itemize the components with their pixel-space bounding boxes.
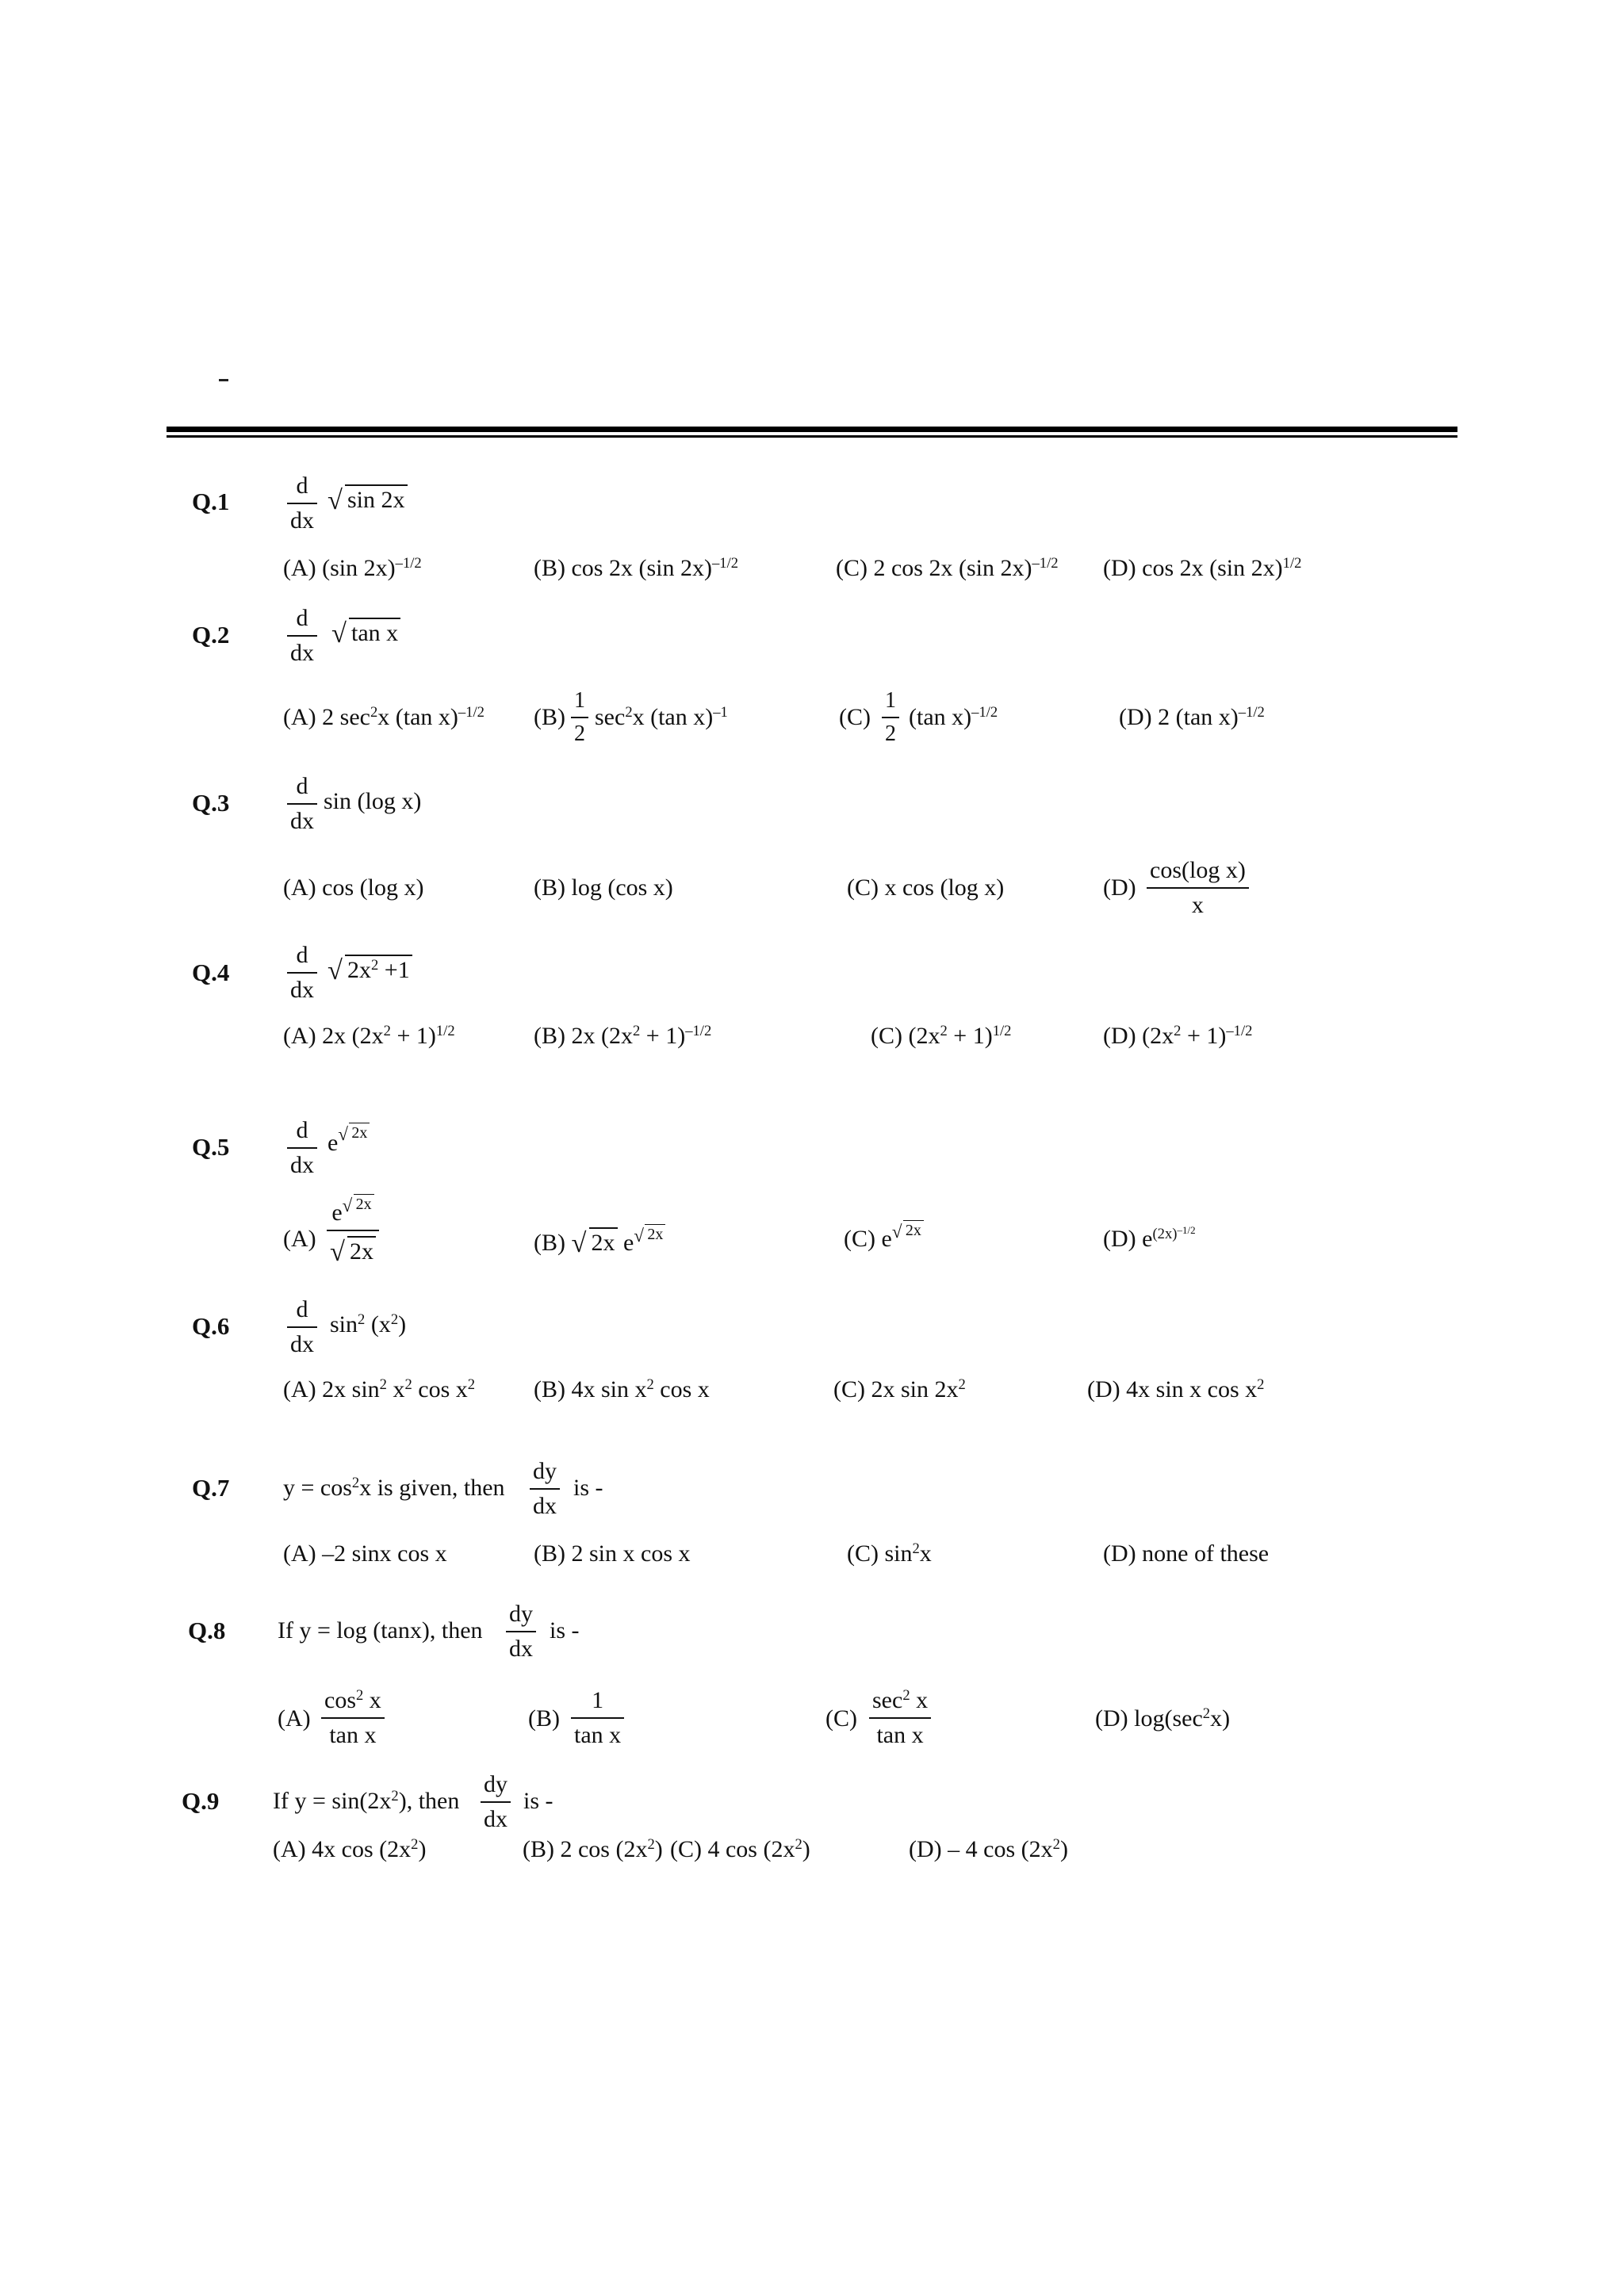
question-number: Q.7 (192, 1474, 230, 1502)
derivative-fraction: dy dx (481, 1773, 511, 1831)
question-text: If $y = \sin(2x^2)$, then (273, 1787, 460, 1814)
option-a[interactable]: (A) 4x $\cos (2x^2)$ (273, 1835, 427, 1862)
option-b-fraction: 1 tan x (571, 1689, 624, 1747)
derivative-operator: d dx (287, 474, 317, 533)
option-a[interactable]: (A) 2x $(2x^2 + 1)^{1/2}$ (283, 1022, 455, 1049)
option-b[interactable]: (B) (534, 704, 565, 730)
question-expression: √ sin 2x (327, 484, 408, 513)
question-expression: $\sin^2 (x^2)$ (330, 1311, 407, 1337)
option-d[interactable]: (D) 2 (tan x)$^{-1/2}$ (1119, 703, 1265, 730)
option-b[interactable]: (B) cos 2x (sin 2x)$^{-1/2}$ (534, 554, 739, 581)
option-a[interactable]: (A) 2 $\sec^2x$ (tan x)$^{-1/2}$ (283, 703, 485, 730)
option-b[interactable]: (B) 2 $\cos (2x^2)$ (523, 1835, 663, 1862)
option-d[interactable]: (D) 4x sin x $\cos x^2$ (1087, 1376, 1265, 1402)
question-tail: is - (523, 1788, 553, 1814)
option-a-fraction: $\cos^2 x$ tan x (321, 1689, 385, 1747)
option-c[interactable]: (C) $(2x^2 + 1)^{1/2}$ (871, 1022, 1012, 1049)
question-text: If y = log (tanx), then (278, 1617, 483, 1644)
option-d[interactable]: (D) cos 2x (sin 2x)$^{1/2}$ (1103, 554, 1302, 581)
option-a[interactable]: (A) (278, 1705, 311, 1732)
option-c-expression: (tan x)$^{-1/2}$ (909, 703, 998, 730)
option-d-fraction: cos(log x) x (1147, 859, 1249, 917)
question-expression: √ $2x^2 +1$ (327, 955, 412, 983)
option-d[interactable]: (D) (1103, 874, 1136, 901)
option-a[interactable]: (A) cos (log x) (283, 874, 424, 901)
option-a-fraction: e $^{√ 2x}$ √ 2x (327, 1201, 379, 1265)
option-a[interactable]: (A) –2 sinx cos x (283, 1540, 447, 1567)
option-c[interactable]: (C) $\sin^2x$ (847, 1540, 932, 1567)
question-number: Q.8 (188, 1617, 226, 1644)
derivative-operator: d dx (287, 943, 317, 1002)
option-b[interactable]: (B) log (cos x) (534, 874, 673, 901)
option-d[interactable]: (D) – 4 $\cos (2x^2)$ (909, 1835, 1068, 1862)
option-c[interactable]: (C) 2x $\sin 2x^2$ (833, 1376, 966, 1402)
option-b-expression: $\sec^2x$ (tan x)$^{-1}$ (595, 703, 728, 730)
derivative-fraction: dy dx (530, 1460, 560, 1518)
question-text: $y = \cos^2x$ is given, then (283, 1474, 505, 1501)
option-b[interactable]: (B) 2 sin x cos x (534, 1540, 691, 1567)
option-c[interactable]: (C) 2 cos 2x (sin 2x)$^{-1/2}$ (836, 554, 1059, 581)
option-c-fraction: 1 2 (882, 690, 899, 745)
header-rule-thick (167, 427, 1457, 432)
option-a[interactable]: (A) (sin 2x)$^{-1/2}$ (283, 554, 422, 581)
derivative-operator: d dx (287, 1119, 317, 1177)
question-expression: e $^{√ 2x}$ (327, 1131, 370, 1155)
question-number: Q.3 (192, 789, 230, 817)
option-c[interactable]: (C) (839, 704, 871, 730)
derivative-operator: d dx (287, 607, 317, 665)
question-expression: sin (log x) (324, 788, 422, 814)
question-tail: is - (550, 1617, 580, 1644)
header-rule-thin (167, 435, 1457, 438)
question-number: Q.5 (192, 1133, 230, 1161)
option-c[interactable]: (C) 4 $\cos (2x^2)$ (670, 1835, 810, 1862)
derivative-operator: d dx (287, 775, 317, 833)
question-number: Q.6 (192, 1312, 230, 1340)
option-c[interactable]: (C) e $^{√ 2x}$ (844, 1227, 924, 1251)
question-number: Q.9 (182, 1787, 220, 1815)
question-number: Q.2 (192, 621, 230, 649)
option-b[interactable]: (B) (528, 1705, 560, 1732)
option-a[interactable]: (A) 2x $\sin^2 x^2$ $\cos x^2$ (283, 1376, 476, 1402)
question-tail: is - (573, 1475, 603, 1501)
question-number: Q.1 (192, 488, 230, 515)
option-b[interactable]: (B) 2x $(2x^2 + 1)^{-1/2}$ (534, 1022, 712, 1049)
option-b[interactable]: (B) √ 2x e $^{√ 2x}$ (534, 1227, 665, 1256)
option-d[interactable]: (D) $\log(\sec^2x)$ (1095, 1705, 1231, 1732)
option-b[interactable]: (B) 4x $\sin x^2$ cos x (534, 1376, 710, 1402)
option-a[interactable]: (A) (283, 1226, 316, 1252)
header-mark (219, 379, 228, 381)
option-d[interactable]: (D) none of these (1103, 1540, 1270, 1567)
option-d[interactable]: (D) $e^{(2x)^{-1/2}}$ (1103, 1223, 1196, 1252)
option-b-fraction: 1 2 (571, 690, 588, 745)
question-expression: √ tan x (331, 618, 400, 646)
question-number: Q.4 (192, 959, 230, 986)
option-c[interactable]: (C) x cos (log x) (847, 874, 1005, 901)
derivative-operator: d dx (287, 1298, 317, 1357)
derivative-fraction: dy dx (506, 1602, 536, 1661)
option-d[interactable]: (D) $(2x^2 + 1)^{-1/2}$ (1103, 1022, 1253, 1049)
option-c-fraction: $\sec^2 x$ tan x (869, 1689, 931, 1747)
option-c[interactable]: (C) (825, 1705, 857, 1732)
